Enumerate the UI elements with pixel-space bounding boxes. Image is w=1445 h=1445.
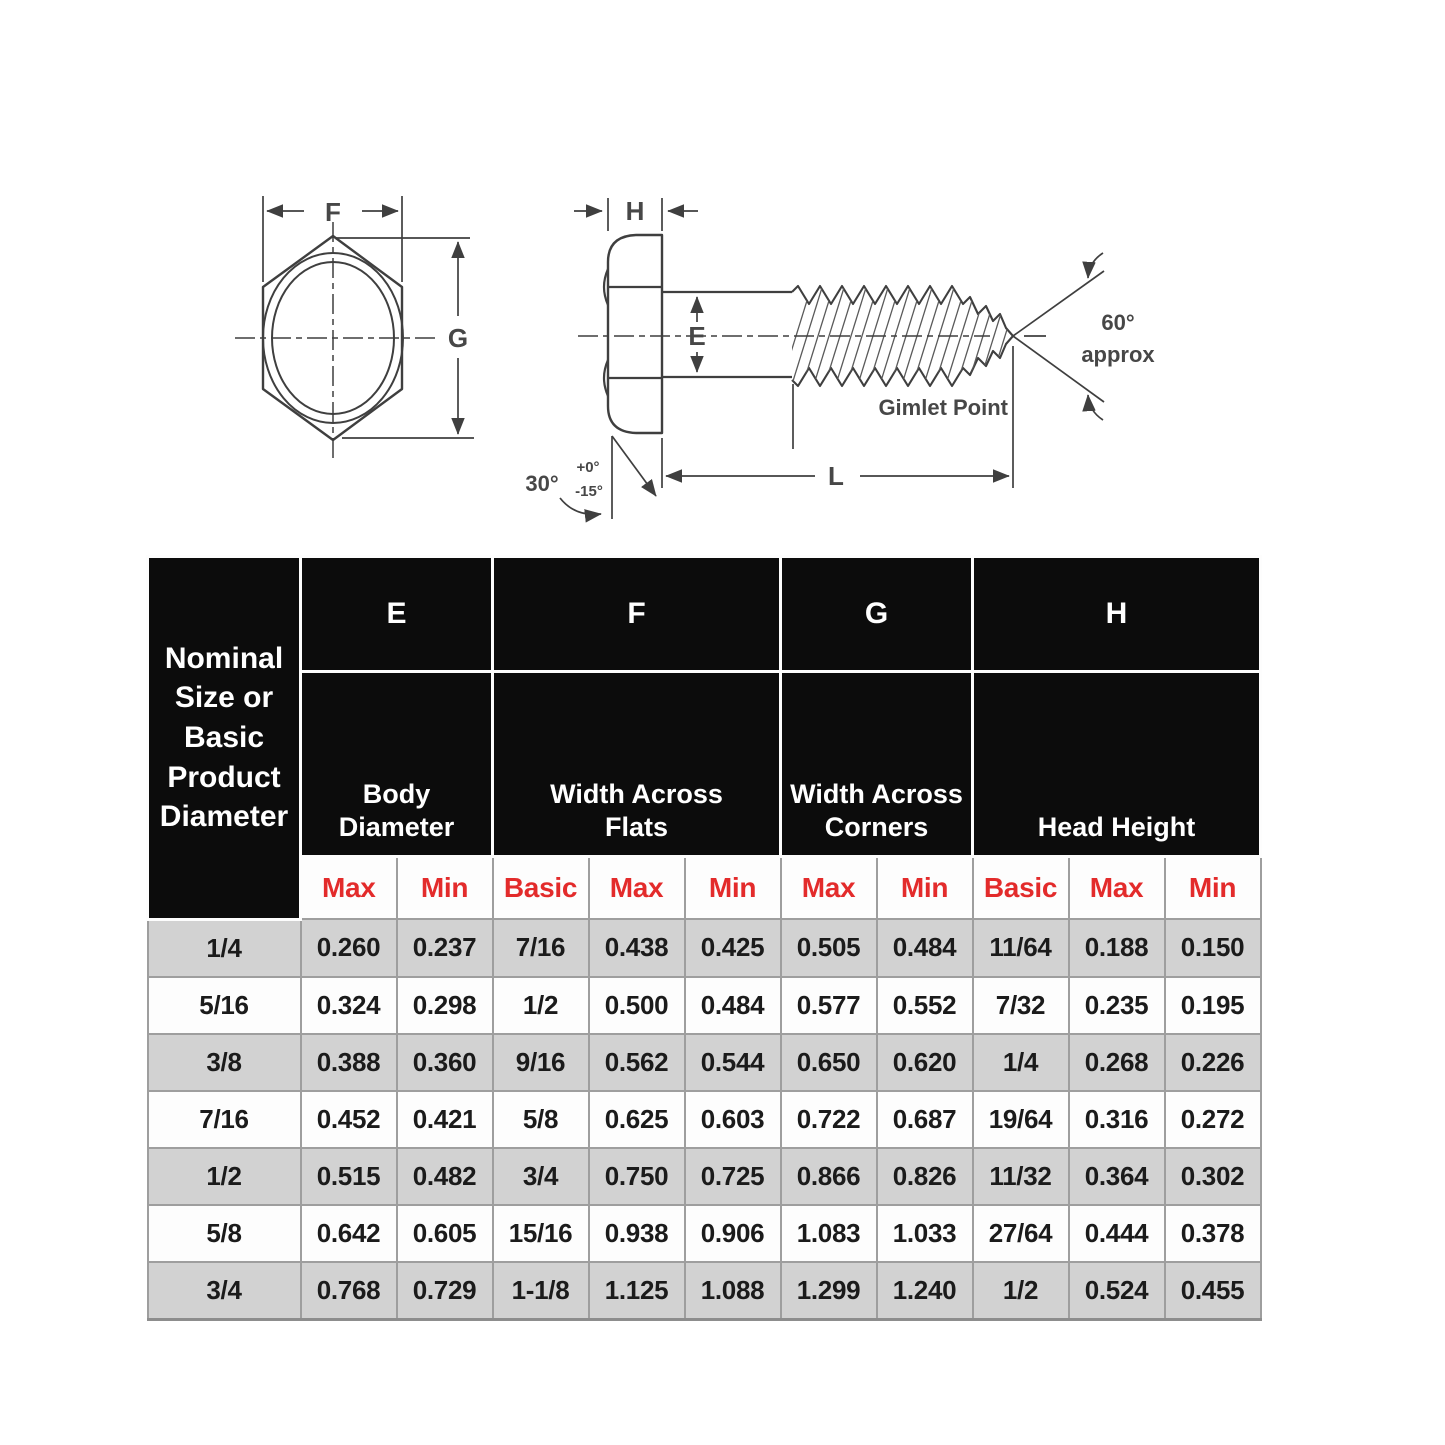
table-row	[148, 1262, 1261, 1320]
dim-label-f: F	[325, 197, 341, 227]
head-angle-tolerance-minus: -15°	[575, 483, 603, 500]
table-cell: 11/32	[973, 1148, 1069, 1205]
table-cell: 0.482	[397, 1148, 493, 1205]
table-cell: 11/64	[973, 919, 1069, 977]
table-cell: 0.687	[877, 1091, 973, 1148]
table-cell: 0.378	[1165, 1205, 1261, 1262]
gimlet-point-label: Gimlet Point	[878, 395, 1008, 420]
table-cell: 0.650	[781, 1034, 877, 1091]
hex-head-front-view	[235, 196, 474, 458]
table-cell: 0.729	[397, 1262, 493, 1320]
head-angle-tolerance-plus: +0°	[576, 459, 600, 476]
table-cell: 1/2	[493, 977, 589, 1034]
table-cell: 0.150	[1165, 919, 1261, 977]
group-letter-h: H	[973, 557, 1261, 672]
table-cell: 19/64	[973, 1091, 1069, 1148]
corner-header-cell: Nominal Size or Basic Product Diameter	[148, 557, 301, 920]
point-angle-note: approx	[1081, 342, 1155, 367]
group-letter-e: E	[301, 557, 493, 672]
table-cell: 0.750	[589, 1148, 685, 1205]
table-cell: 0.298	[397, 977, 493, 1034]
subheader-cell: Max	[589, 857, 685, 920]
subheader-cell: Max	[301, 857, 397, 920]
table-cell: 0.388	[301, 1034, 397, 1091]
table-cell: 7/16	[148, 1091, 301, 1148]
table-cell: 3/4	[148, 1262, 301, 1320]
table-cell: 0.188	[1069, 919, 1165, 977]
table-row	[148, 977, 1261, 1034]
dim-label-h: H	[625, 196, 645, 226]
table-cell: 7/16	[493, 919, 589, 977]
table-cell: 1/2	[973, 1262, 1069, 1320]
table-cell: 0.302	[1165, 1148, 1261, 1205]
table-cell: 0.421	[397, 1091, 493, 1148]
spec-table-header	[148, 557, 1261, 920]
table-cell: 0.444	[1069, 1205, 1165, 1262]
dim-label-l: L	[828, 461, 844, 491]
table-cell: 1.083	[781, 1205, 877, 1262]
table-cell: 0.725	[685, 1148, 781, 1205]
table-cell: 0.484	[685, 977, 781, 1034]
group-name-width-across-corners	[781, 672, 973, 857]
table-cell: 7/32	[973, 977, 1069, 1034]
table-cell: 1/4	[973, 1034, 1069, 1091]
head-angle-label: 30°	[525, 471, 559, 496]
table-cell: 1.240	[877, 1262, 973, 1320]
table-cell: 0.552	[877, 977, 973, 1034]
table-cell: 0.316	[1069, 1091, 1165, 1148]
subheader-row	[148, 857, 1261, 920]
subheader-cell: Min	[877, 857, 973, 920]
table-row	[148, 1205, 1261, 1262]
table-cell: 0.505	[781, 919, 877, 977]
group-letter-g: G	[781, 557, 973, 672]
subheader-cell: Max	[781, 857, 877, 920]
spec-table-body	[148, 919, 1261, 1319]
table-cell: 0.605	[397, 1205, 493, 1262]
table-cell: 0.226	[1165, 1034, 1261, 1091]
table-cell: 0.938	[589, 1205, 685, 1262]
subheader-cell: Min	[685, 857, 781, 920]
group-name-body-diameter	[301, 672, 493, 857]
subheader-cell: Basic	[973, 857, 1069, 920]
table-cell: 0.324	[301, 977, 397, 1034]
table-row	[148, 1034, 1261, 1091]
table-cell: 0.515	[301, 1148, 397, 1205]
table-cell: 0.268	[1069, 1034, 1165, 1091]
table-cell: 1/2	[148, 1148, 301, 1205]
group-name-head-height	[973, 672, 1261, 857]
table-cell: 0.866	[781, 1148, 877, 1205]
table-cell: 0.544	[685, 1034, 781, 1091]
table-cell: 0.438	[589, 919, 685, 977]
table-cell: 0.603	[685, 1091, 781, 1148]
table-cell: 0.260	[301, 919, 397, 977]
dimension-table-container	[146, 555, 1262, 1321]
lag-screw-side-view	[525, 196, 1155, 519]
table-cell: 0.768	[301, 1262, 397, 1320]
spec-table	[146, 555, 1262, 1321]
table-cell: 5/8	[493, 1091, 589, 1148]
group-name-label: Width Across Flats	[550, 778, 723, 843]
table-cell: 0.425	[685, 919, 781, 977]
table-cell: 5/8	[148, 1205, 301, 1262]
group-name-label: Body Diameter	[338, 778, 455, 843]
table-cell: 0.625	[589, 1091, 685, 1148]
table-cell: 0.722	[781, 1091, 877, 1148]
table-cell: 3/8	[148, 1034, 301, 1091]
table-cell: 0.237	[397, 919, 493, 977]
table-cell: 5/16	[148, 977, 301, 1034]
hex-head-side	[608, 235, 662, 433]
table-cell: 0.642	[301, 1205, 397, 1262]
table-cell: 0.360	[397, 1034, 493, 1091]
table-cell: 3/4	[493, 1148, 589, 1205]
table-cell: 0.620	[877, 1034, 973, 1091]
table-cell: 0.906	[685, 1205, 781, 1262]
table-cell: 15/16	[493, 1205, 589, 1262]
table-row	[148, 919, 1261, 977]
table-cell: 9/16	[493, 1034, 589, 1091]
dim-label-e: E	[688, 321, 706, 351]
subheader-cell: Min	[397, 857, 493, 920]
table-cell: 0.500	[589, 977, 685, 1034]
subheader-cell: Max	[1069, 857, 1165, 920]
table-cell: 0.826	[877, 1148, 973, 1205]
table-cell: 0.364	[1069, 1148, 1165, 1205]
table-cell: 27/64	[973, 1205, 1069, 1262]
table-cell: 0.235	[1069, 977, 1165, 1034]
table-cell: 1/4	[148, 919, 301, 977]
point-angle-label: 60°	[1101, 310, 1135, 335]
group-name-width-across-flats	[493, 672, 781, 857]
table-cell: 0.577	[781, 977, 877, 1034]
group-name-label: Head Height	[1037, 812, 1196, 843]
subheader-cell: Min	[1165, 857, 1261, 920]
technical-drawing	[0, 0, 1445, 545]
table-cell: 0.272	[1165, 1091, 1261, 1148]
table-cell: 1.033	[877, 1205, 973, 1262]
table-cell: 0.195	[1165, 977, 1261, 1034]
letter-header-row	[148, 557, 1261, 672]
table-row	[148, 1091, 1261, 1148]
dim-label-g: G	[447, 323, 469, 353]
table-cell: 1.299	[781, 1262, 877, 1320]
table-cell: 1.125	[589, 1262, 685, 1320]
table-cell: 1.088	[685, 1262, 781, 1320]
table-cell: 1-1/8	[493, 1262, 589, 1320]
table-cell: 0.562	[589, 1034, 685, 1091]
table-row	[148, 1148, 1261, 1205]
table-cell: 0.484	[877, 919, 973, 977]
subheader-cell: Basic	[493, 857, 589, 920]
table-cell: 0.452	[301, 1091, 397, 1148]
group-name-label: Width Across Corners	[790, 778, 963, 843]
group-letter-f: F	[493, 557, 781, 672]
table-cell: 0.524	[1069, 1262, 1165, 1320]
group-name-row	[148, 672, 1261, 857]
table-cell: 0.455	[1165, 1262, 1261, 1320]
